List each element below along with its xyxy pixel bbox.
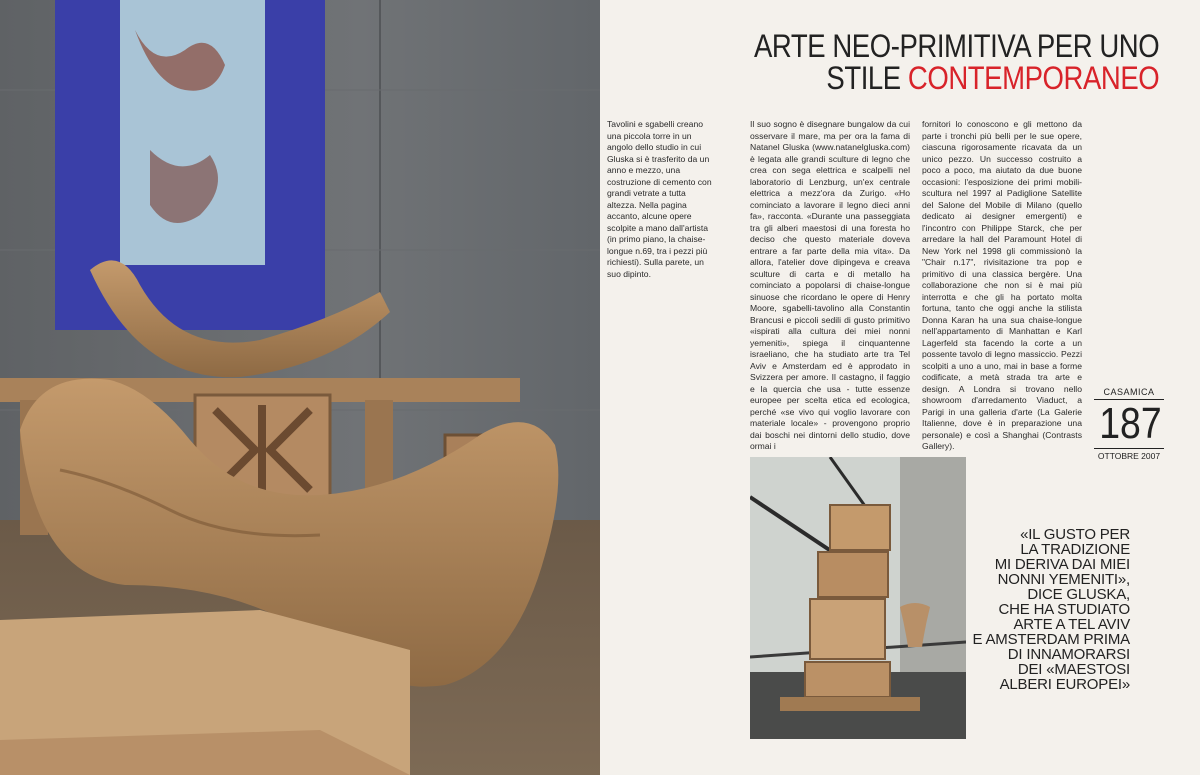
quote-line: E AMSTERDAM PRIMA xyxy=(972,631,1130,648)
article-headline xyxy=(754,30,1159,94)
quote-line: «IL GUSTO PER xyxy=(1020,526,1130,543)
page-number: 187 xyxy=(1099,399,1162,448)
pull-quote xyxy=(970,527,1130,692)
quote-line: DICE GLUSKA, xyxy=(1027,586,1130,603)
issue-date: OTTOBRE 2007 xyxy=(1094,448,1164,461)
quote-line: DI INNAMORARSI xyxy=(1007,646,1130,663)
magazine-name: CASAMICA xyxy=(1094,387,1164,400)
headline-line-2-prefix: STILE xyxy=(826,60,901,96)
quote-line: CHE HA STUDIATO xyxy=(998,601,1130,618)
body-column-2: fornitori lo conoscono e gli mettono da parte i tronchi più belli per le sue opere, ciascuna rigorosamente ricavata da un unico pezzo. Un successo costruito a poco a poco, ma aiutato da due buone occasioni: l'esposizione dei primi mobili-scultura nel 1997 al Padiglione Satellite del Salone del Mobile di Milano (quello dedicato ai designer emergenti) e l'incontro con Philippe Starck, che per arredare la hall del Paramount Hotel di New York nel 1998 gli commissionò la "Chair n.17", rivisitazione tra pop e primitivo di una classica bergère. Una collaborazione che non si è mai più interrotta e che gli ha portato molta fortuna, tanto che oggi anche la stilista Donna Karan ha una sua chaise-longue nell'appartamento di Manhattan e Karl Lagerfeld sta facendo la corte a un possente tavolo di legno massiccio. Pezzi scolpiti a uno a uno, mai in base a forme codificate, a metà strada tra arte e design. A Londra si trovano nello showroom d'arredamento Viaduct, a Parigi in una galleria d'arte (La Galerie Italienne, dove è in preparazione una personale) e così a Shanghai (Contrasts Gallery). xyxy=(922,119,1082,451)
quote-line: DEI «MAESTOSI xyxy=(1017,661,1130,678)
headline-line-1: ARTE NEO-PRIMITIVA PER UNO xyxy=(753,28,1159,64)
quote-line: ARTE A TEL AVIV xyxy=(1013,616,1130,633)
body-column-1: Il suo sogno è disegnare bungalow da cui osservare il mare, ma per ora la fama di Natanel Gluska (www.natanelgluska.com) è legata alle grandi sculture di legno che crea con sega elettrica e scalpelli nel laboratorio di Lenzburg, un'ex centrale elettrica a mezz'ora da Zurigo. «Ho cominciato a lavorare il legno dieci anni fa», racconta. «Durante una passeggiata tra gli alberi maestosi di una foresta ho deciso che questo materiale doveva entrare a far parte della mia vita». Da allora, l'atelier dove dipingeva e creava sculture di carta e di metallo ha cominciato a popolarsi di chaise-longue sinuose che ricordano le opere di Henry Moore, sgabelli-tavolino alla Constantin Brancusi e piccoli sedili di gusto primitivo «ispirati alla cultura dei miei nonni yemeniti», spiega il cinquantenne israeliano, che ha studiato arte tra Tel Aviv e Amsterdam ed è approdato in Svizzera per amore. Il castagno, il faggio e la quercia che usa - tutte essenze europee per scelta etica ed ecologica, perché «se vivo qui voglio lavorare con materiale locale» - provengono proprio dai boschi nei dintorni dello studio, dove ormai i xyxy=(750,119,910,451)
tower-photo xyxy=(750,457,966,739)
tower-photo-illustration xyxy=(750,457,966,739)
quote-line: ALBERI EUROPEI» xyxy=(999,676,1130,693)
headline-line-2 xyxy=(754,62,1159,94)
quote-line: LA TRADIZIONE xyxy=(1020,541,1130,558)
headline-accent-word: CONTEMPORANEO xyxy=(907,60,1159,96)
quote-line: NONNI YEMENITI», xyxy=(997,571,1130,588)
photo-caption: Tavolini e sgabelli creano una piccola torre in un angolo dello studio in cui Gluska si è trasferito da un anno e mezzo, una costruzione di cemento con grandi vetrate a tutta altezza. Nella pagina accanto, alcune opere scolpite a mano dall'artista (in primo piano, la chaise-longue n.69, tra i pezzi più richiesti). Sulla parete, un suo dipinto. xyxy=(607,119,712,279)
quote-line: MI DERIVA DAI MIEI xyxy=(994,556,1130,573)
page-folio xyxy=(1094,387,1164,469)
